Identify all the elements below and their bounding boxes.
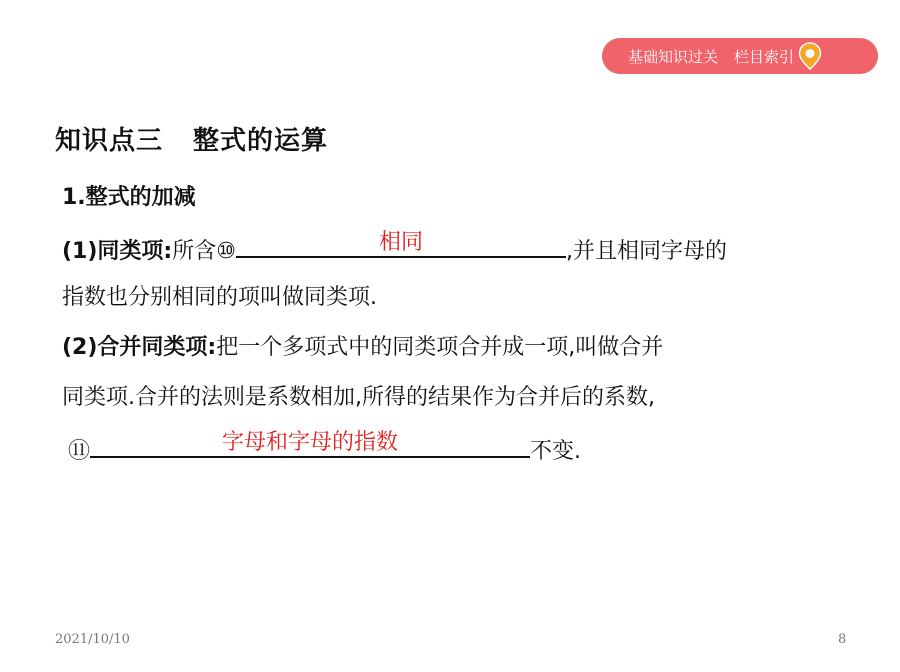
- item2-label: (2)合并同类项:: [62, 335, 217, 360]
- subsection-title: 1.整式的加减: [62, 185, 196, 210]
- item2-text-c: 不变.: [530, 439, 582, 464]
- heading-topic: 整式的运算: [193, 126, 329, 156]
- nav-pill: [602, 38, 878, 74]
- item1-label: (1)同类项:: [62, 239, 173, 264]
- item2-line3: [68, 430, 581, 465]
- item2-blank[interactable]: [90, 430, 530, 458]
- item1-text-b: ,并且相同字母的: [565, 239, 727, 264]
- heading-knowledge-point: 知识点三: [55, 126, 164, 156]
- item2-line: [62, 330, 663, 361]
- section-heading: [55, 120, 328, 157]
- basics-nav-link[interactable]: 基础知识过关: [628, 47, 719, 66]
- item1-text-a: 所含⑩: [172, 239, 236, 264]
- index-nav-link[interactable]: 栏目索引: [734, 47, 795, 66]
- item2-number: ⑪: [68, 439, 91, 464]
- footer-date: 2021/10/10: [55, 632, 130, 647]
- location-pin-icon[interactable]: [798, 42, 822, 70]
- item1-line2: 指数也分别相同的项叫做同类项.: [62, 285, 377, 310]
- item1-blank[interactable]: [236, 230, 566, 258]
- item1-line: [62, 230, 727, 265]
- item1-answer: 相同: [378, 230, 423, 255]
- page-number: 8: [838, 632, 847, 647]
- item2-line2: 同类项.合并的法则是系数相加,所得的结果作为合并后的系数,: [62, 385, 655, 410]
- item2-answer: 字母和字母的指数: [222, 430, 399, 455]
- item2-text-a: 把一个多项式中的同类项合并成一项,叫做合并: [216, 335, 664, 360]
